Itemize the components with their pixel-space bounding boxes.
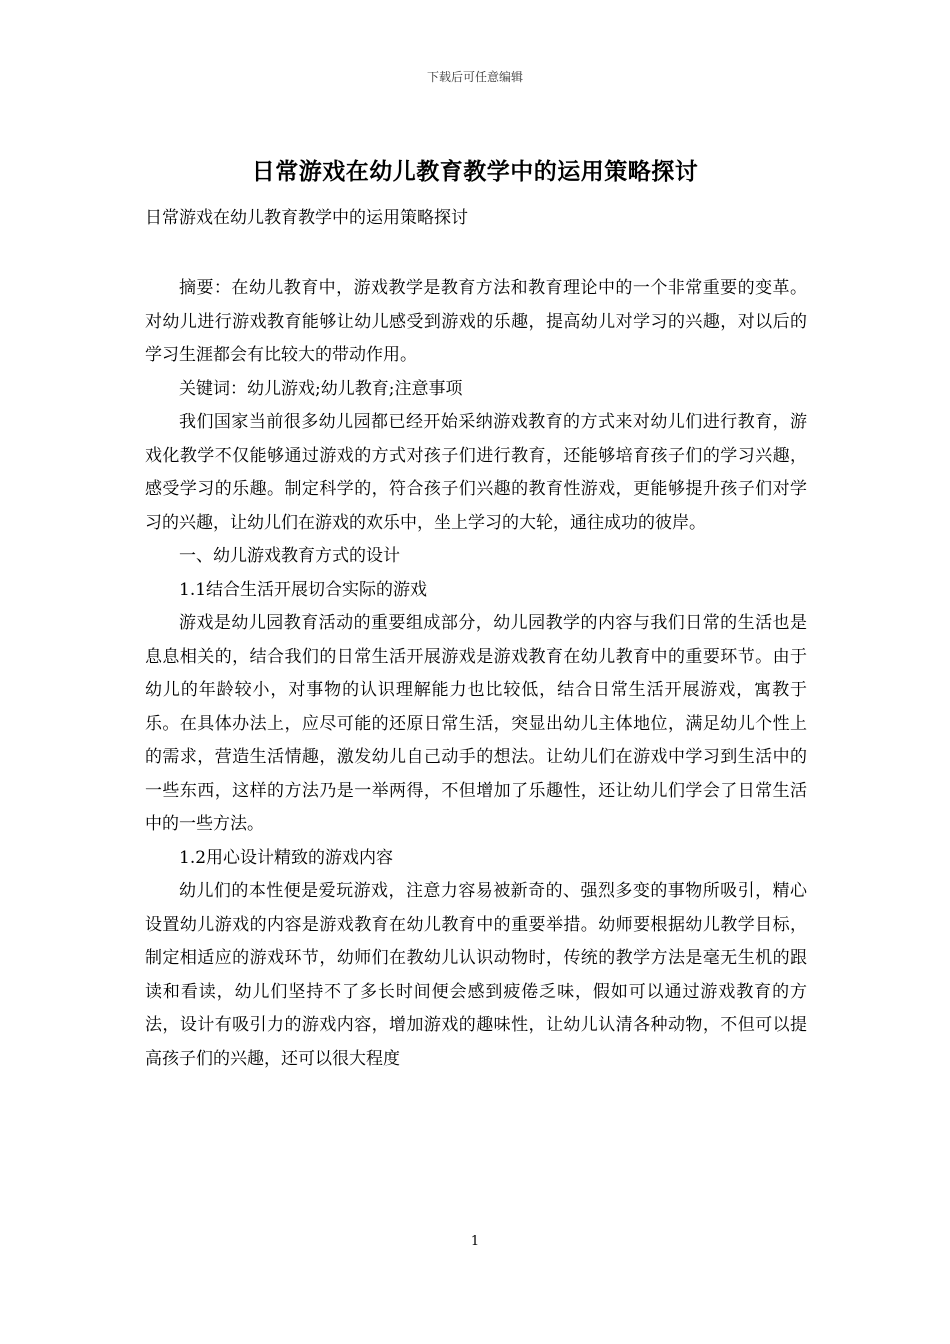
page-number: 1 bbox=[470, 1234, 480, 1249]
header-note: 下载后可任意编辑 bbox=[426, 70, 523, 84]
keywords-paragraph: 关键词：幼儿游戏;幼儿教育;注意事项 bbox=[179, 378, 463, 399]
document-body bbox=[145, 272, 807, 1076]
subsection-heading: 1.1结合生活开展切合实际的游戏 bbox=[179, 579, 428, 600]
document-subtitle: 日常游戏在幼儿教育教学中的运用策略探讨 bbox=[145, 208, 468, 228]
intro-paragraph: 我们国家当前很多幼儿园都已经开始采纳游戏教育的方式来对幼儿们进行教育，游戏化教学不仅能够通过游戏的方式对孩子们进行教育，还能够培育孩子们的学习兴趣，感受学习的乐趣。制定科学的，符合孩子们兴趣的教育性游戏，更能够提升孩子们对学习的兴趣，让幼儿们在游戏的欢乐中，坐上学习的大轮，通往成功的彼岸。 bbox=[145, 412, 807, 533]
body-paragraph: 游戏是幼儿园教育活动的重要组成部分，幼儿园教学的内容与我们日常的生活也是息息相关的，结合我们的日常生活开展游戏是游戏教育在幼儿教育中的重要环节。由于幼儿的年龄较小，对事物的认识理解能力也比较低，结合日常生活开展游戏，寓教于乐。在具体办法上，应尽可能的还原日常生活，突显出幼儿主体地位，满足幼儿个性上的需求，营造生活情趣，激发幼儿自己动手的想法。让幼儿们在游戏中学习到生活中的一些东西，这样的方法乃是一举两得，不但增加了乐趣性，还让幼儿们学会了日常生活中的一些方法。 bbox=[145, 613, 807, 834]
body-paragraph: 幼儿们的本性便是爱玩游戏，注意力容易被新奇的、强烈多变的事物所吸引，精心设置幼儿游戏的内容是游戏教育在幼儿教育中的重要举措。幼师要根据幼儿教学目标，制定相适应的游戏环节，幼师们在教幼儿认识动物时，传统的教学方法是毫无生机的跟读和看读，幼儿们坚持不了多长时间便会感到疲倦乏味，假如可以通过游戏教育的方法，设计有吸引力的游戏内容，增加游戏的趣味性，让幼儿认清各种动物，不但可以提高孩子们的兴趣，还可以很大程度 bbox=[145, 881, 807, 1069]
subsection-heading: 1.2用心设计精致的游戏内容 bbox=[179, 847, 394, 868]
section-heading: 一、幼儿游戏教育方式的设计 bbox=[179, 546, 400, 566]
abstract-paragraph: 摘要：在幼儿教育中，游戏教学是教育方法和教育理论中的一个非常重要的变革。对幼儿进行游戏教育能够让幼儿感受到游戏的乐趣，提高幼儿对学习的兴趣，对以后的学习生涯都会有比较大的带动作用。 bbox=[145, 278, 807, 365]
document-title: 日常游戏在幼儿教育教学中的运用策略探讨 bbox=[251, 158, 699, 185]
